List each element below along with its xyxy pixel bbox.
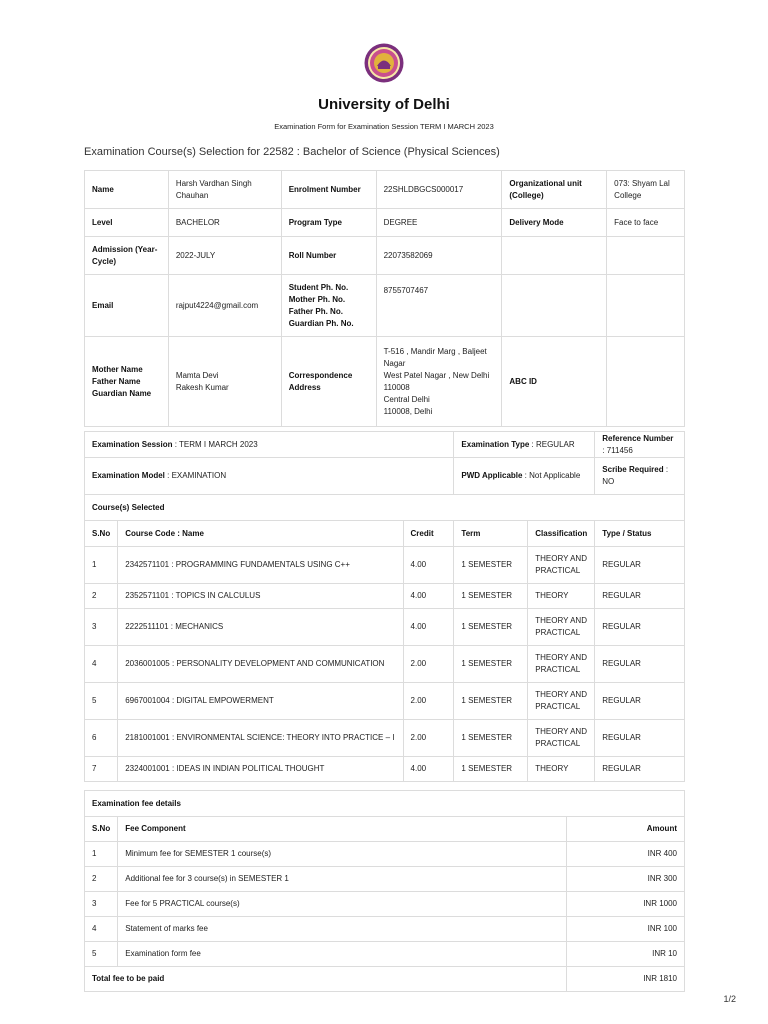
cell-classification: THEORY AND PRACTICAL	[528, 609, 595, 646]
table-row	[85, 942, 685, 967]
address-line: 110008	[383, 382, 410, 392]
cell-course: 6967001004 : DIGITAL EMPOWERMENT	[118, 683, 403, 720]
cell-amount: INR 1000	[567, 892, 685, 917]
cell-sno: 5	[85, 942, 118, 967]
cell-amount: INR 400	[567, 842, 685, 867]
cell-term: 1 SEMESTER	[454, 584, 528, 609]
col-sno: S.No	[85, 817, 118, 842]
cell-credit: 2.00	[403, 683, 454, 720]
scribe-required: Scribe Required : NO	[595, 458, 685, 495]
mother-name-value: Mamta Devi	[175, 370, 219, 380]
col-type-status: Type / Status	[595, 521, 685, 547]
col-amount: Amount	[567, 817, 685, 842]
name-value: Harsh Vardhan Singh Chauhan	[168, 171, 281, 209]
cell-amount: INR 300	[567, 867, 685, 892]
cell-term: 1 SEMESTER	[454, 720, 528, 757]
level-value: BACHELOR	[168, 209, 281, 237]
guardian-name-label: Guardian Name	[92, 388, 152, 398]
exam-session: Examination Session : TERM I MARCH 2023	[85, 432, 454, 458]
name-label: Name	[85, 171, 169, 209]
cell-classification: THEORY AND PRACTICAL	[528, 683, 595, 720]
cell-fee-component: Examination form fee	[118, 942, 567, 967]
cell-course: 2324001001 : IDEAS IN INDIAN POLITICAL THOUGHT	[118, 757, 403, 782]
cell-status: REGULAR	[595, 609, 685, 646]
cell-fee-component: Additional fee for 3 course(s) in SEMESTER 1	[118, 867, 567, 892]
table-row	[85, 646, 685, 683]
cell-credit: 4.00	[403, 547, 454, 584]
cell-status: REGULAR	[595, 547, 685, 584]
father-name-value: Rakesh Kumar	[175, 382, 229, 392]
delivery-mode-value: Face to face	[607, 209, 685, 237]
cell-classification: THEORY AND PRACTICAL	[528, 720, 595, 757]
enrolment-value: 22SHLDBGCS000017	[376, 171, 502, 209]
address-line: T-516 , Mandir Marg , Baljeet Nagar	[383, 346, 487, 368]
student-details-table	[84, 170, 685, 427]
email-label: Email	[85, 275, 169, 337]
table-row	[85, 720, 685, 757]
table-row	[85, 547, 685, 584]
course-selection-heading: Examination Course(s) Selection for 22582 : Bachelor of Science (Physical Sciences)	[84, 146, 500, 158]
cell-status: REGULAR	[595, 646, 685, 683]
father-name-label: Father Name	[92, 376, 141, 386]
cell-credit: 2.00	[403, 720, 454, 757]
table-row	[85, 683, 685, 720]
cell-credit: 4.00	[403, 609, 454, 646]
table-row	[85, 867, 685, 892]
address-line: Central Delhi	[383, 394, 430, 404]
mother-phone-label: Mother Ph. No.	[288, 294, 346, 304]
total-row	[85, 967, 685, 992]
col-term: Term	[454, 521, 528, 547]
cell-course: 2352571101 : TOPICS IN CALCULUS	[118, 584, 403, 609]
cell-term: 1 SEMESTER	[454, 646, 528, 683]
cell-sno: 5	[85, 683, 118, 720]
cell-credit: 4.00	[403, 584, 454, 609]
cell-sno: 2	[85, 867, 118, 892]
abc-id-value	[607, 337, 685, 427]
cell-course: 2222511101 : MECHANICS	[118, 609, 403, 646]
courses-selected-heading: Course(s) Selected	[85, 495, 685, 521]
cell-term: 1 SEMESTER	[454, 683, 528, 720]
cell-classification: THEORY AND PRACTICAL	[528, 646, 595, 683]
cell-term: 1 SEMESTER	[454, 609, 528, 646]
col-fee-component: Fee Component	[118, 817, 567, 842]
cell-fee-component: Fee for 5 PRACTICAL course(s)	[118, 892, 567, 917]
total-fee-label: Total fee to be paid	[85, 967, 567, 992]
cell-sno: 3	[85, 892, 118, 917]
cell-course: 2036001005 : PERSONALITY DEVELOPMENT AND COMMUNICATION	[118, 646, 403, 683]
examination-fee-table	[84, 790, 685, 992]
reference-number: Reference Number : 711456	[595, 432, 685, 458]
cell-fee-component: Statement of marks fee	[118, 917, 567, 942]
admission-label: Admission (Year-Cycle)	[85, 237, 169, 275]
abc-id-label: ABC ID	[502, 337, 607, 427]
cell-sno: 6	[85, 720, 118, 757]
address-line: 110008, Delhi	[383, 406, 433, 416]
cell-credit: 4.00	[403, 757, 454, 782]
table-row	[85, 917, 685, 942]
total-fee-value: INR 1810	[567, 967, 685, 992]
org-unit-value: 073: Shyam Lal College	[607, 171, 685, 209]
cell-course: 2181001001 : ENVIRONMENTAL SCIENCE: THEORY INTO PRACTICE – I	[118, 720, 403, 757]
cell-classification: THEORY	[528, 757, 595, 782]
address-line: West Patel Nagar , New Delhi	[383, 370, 490, 380]
guardian-phone-label: Guardian Ph. No.	[288, 318, 354, 328]
delivery-mode-label: Delivery Mode	[502, 209, 607, 237]
cell-sno: 1	[85, 842, 118, 867]
parent-labels	[85, 337, 169, 427]
table-row	[85, 892, 685, 917]
roll-number-value: 22073582069	[376, 237, 502, 275]
university-title: University of Delhi	[318, 96, 450, 113]
cell-classification: THEORY AND PRACTICAL	[528, 547, 595, 584]
cell-status: REGULAR	[595, 683, 685, 720]
program-type-value: DEGREE	[376, 209, 502, 237]
cell-sno: 4	[85, 917, 118, 942]
page-number: 1/2	[723, 994, 736, 1004]
cell-sno: 1	[85, 547, 118, 584]
table-row	[85, 584, 685, 609]
cell-sno: 7	[85, 757, 118, 782]
fee-details-heading: Examination fee details	[85, 791, 685, 817]
father-phone-label: Father Ph. No.	[288, 306, 343, 316]
cell-status: REGULAR	[595, 720, 685, 757]
cell-credit: 2.00	[403, 646, 454, 683]
pwd-applicable: PWD Applicable : Not Applicable	[454, 458, 595, 495]
parent-values	[168, 337, 281, 427]
cell-sno: 3	[85, 609, 118, 646]
level-label: Level	[85, 209, 169, 237]
cell-course: 2342571101 : PROGRAMMING FUNDAMENTALS USING C++	[118, 547, 403, 584]
cell-amount: INR 100	[567, 917, 685, 942]
cell-term: 1 SEMESTER	[454, 757, 528, 782]
roll-number-label: Roll Number	[281, 237, 376, 275]
enrolment-label: Enrolment Number	[281, 171, 376, 209]
cell-sno: 4	[85, 646, 118, 683]
program-type-label: Program Type	[281, 209, 376, 237]
cell-status: REGULAR	[595, 584, 685, 609]
table-row	[85, 609, 685, 646]
col-credit: Credit	[403, 521, 454, 547]
cell-sno: 2	[85, 584, 118, 609]
cell-classification: THEORY	[528, 584, 595, 609]
cell-term: 1 SEMESTER	[454, 547, 528, 584]
table-row	[85, 757, 685, 782]
fee-header-row	[85, 817, 685, 842]
cell-fee-component: Minimum fee for SEMESTER 1 course(s)	[118, 842, 567, 867]
examination-courses-table	[84, 431, 685, 782]
cell-amount: INR 10	[567, 942, 685, 967]
exam-model: Examination Model : EXAMINATION	[85, 458, 454, 495]
phone-labels	[281, 275, 376, 337]
org-unit-label: Organizational unit (College)	[502, 171, 607, 209]
courses-header-row	[85, 521, 685, 547]
exam-type: Examination Type : REGULAR	[454, 432, 595, 458]
correspondence-label: Correspondence Address	[281, 337, 376, 427]
col-sno: S.No	[85, 521, 118, 547]
cell-status: REGULAR	[595, 757, 685, 782]
table-row	[85, 842, 685, 867]
mother-name-label: Mother Name	[92, 364, 143, 374]
email-value: rajput4224@gmail.com	[168, 275, 281, 337]
correspondence-address	[376, 337, 502, 427]
university-logo	[364, 43, 404, 83]
student-phone-value: 8755707467	[376, 275, 502, 337]
student-phone-label: Student Ph. No.	[288, 282, 349, 292]
col-classification: Classification	[528, 521, 595, 547]
col-course: Course Code : Name	[118, 521, 403, 547]
exam-form-title: Examination Form for Examination Session TERM I MARCH 2023	[274, 122, 494, 131]
admission-value: 2022-JULY	[168, 237, 281, 275]
